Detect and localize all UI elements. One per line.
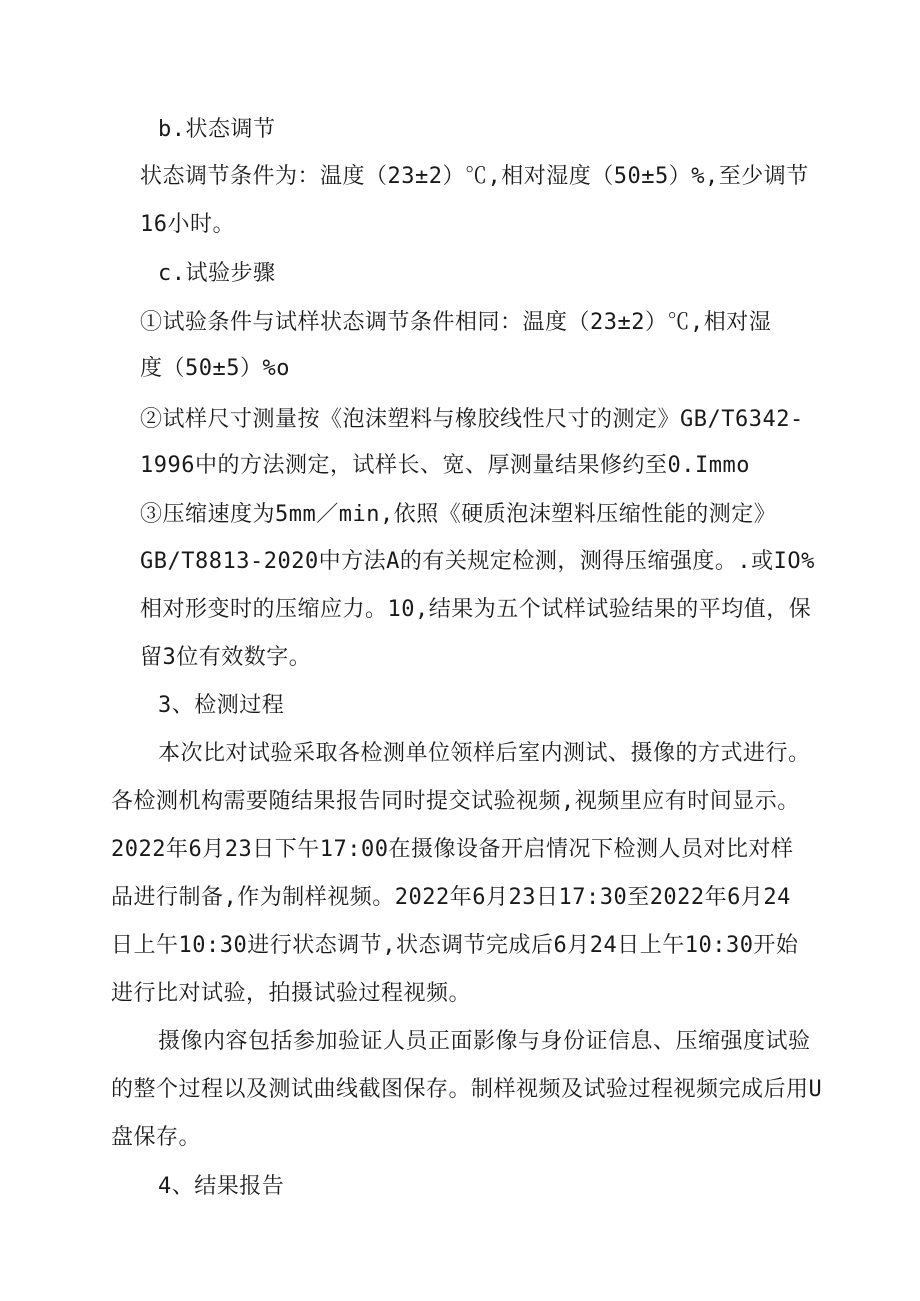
item-3-line-4: 留3位有效数字。 bbox=[140, 645, 312, 670]
paragraph-1-line-6: 进行比对试验，拍摄试验过程视频。 bbox=[111, 981, 472, 1006]
item-1-line-1: ①试验条件与试样状态调节条件相同：温度（23±2）℃,相对湿 bbox=[140, 310, 772, 335]
paragraph-1-line-5: 日上午10:30进行状态调节,状态调节完成后6月24日上午10:30开始 bbox=[111, 933, 799, 958]
item-3-line-2: GB/T8813-2020中方法A的有关规定检测，测得压缩强度。.或IO% bbox=[140, 549, 815, 574]
item-3-line-3: 相对形变时的压缩应力。10,结果为五个试样试验结果的平均值，保 bbox=[140, 597, 812, 622]
section-3-heading: 3、检测过程 bbox=[158, 693, 285, 718]
paragraph-1-line-3: 2022年6月23日下午17:00在摄像设备开启情况下检测人员对比对样 bbox=[111, 837, 794, 862]
paragraph-2-line-1: 摄像内容包括参加验证人员正面影像与身份证信息、压缩强度试验 bbox=[158, 1029, 811, 1054]
item-2-line-1: ②试样尺寸测量按《泡沫塑料与橡胶线性尺寸的测定》GB/T6342- bbox=[140, 407, 804, 432]
item-2-line-2: 1996中的方法测定，试样长、宽、厚测量结果修约至0.Immo bbox=[140, 453, 750, 478]
section-b-line-1: 状态调节条件为：温度（23±2）℃,相对湿度（50±5）%,至少调节 bbox=[140, 164, 809, 189]
paragraph-1-line-4: 品进行制备,作为制样视频。2022年6月23日17:30至2022年6月24 bbox=[111, 885, 791, 910]
paragraph-1-line-1: 本次比对试验采取各检测单位领样后室内测试、摄像的方式进行。 bbox=[158, 741, 811, 766]
item-1-line-2: 度（50±5）%o bbox=[140, 356, 290, 381]
paragraph-2-line-3: 盘保存。 bbox=[111, 1125, 202, 1150]
section-c-heading: c.试验步骤 bbox=[158, 261, 276, 286]
section-b-line-2: 16小时。 bbox=[140, 212, 235, 237]
item-3-line-1: ③压缩速度为5mm／min,依照《硬质泡沫塑料压缩性能的测定》 bbox=[140, 502, 777, 527]
paragraph-2-line-2: 的整个过程以及测试曲线截图保存。制样视频及试验过程视频完成后用U bbox=[111, 1077, 823, 1102]
paragraph-1-line-2: 各检测机构需要随结果报告同时提交试验视频,视频里应有时间显示。 bbox=[111, 789, 800, 814]
section-4-heading: 4、结果报告 bbox=[158, 1174, 285, 1199]
section-b-heading: b.状态调节 bbox=[158, 117, 276, 142]
